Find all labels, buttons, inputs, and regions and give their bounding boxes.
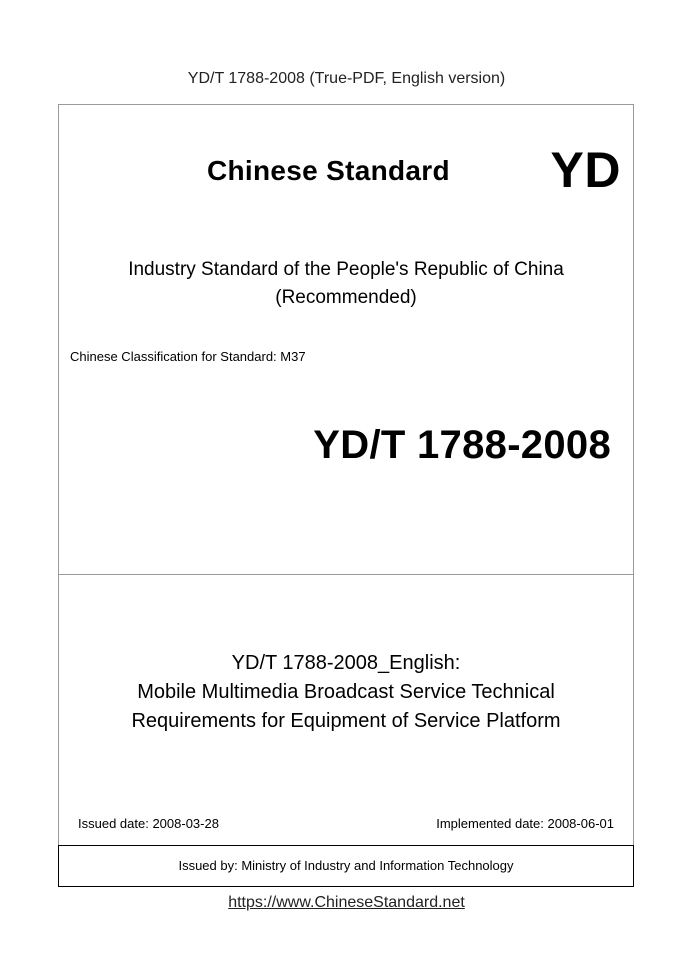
standard-mark: YD (550, 142, 621, 198)
page-header-title: YD/T 1788-2008 (True-PDF, English version) (187, 70, 506, 87)
chinese-standard-heading: Chinese Standard (207, 155, 450, 186)
implemented-date: Implemented date: 2008-06-01 (436, 816, 614, 831)
recommended-line: (Recommended) (275, 287, 417, 308)
industry-standard-line: Industry Standard of the People's Republic of China (128, 259, 564, 280)
document-title (59, 649, 633, 736)
issuer-box: Issued by: Ministry of Industry and Information Technology (58, 845, 634, 887)
cover-lower-section (59, 575, 633, 847)
cover-frame (58, 104, 634, 846)
title-line: Mobile Multimedia Broadcast Service Technical (137, 681, 555, 703)
standard-number: YD/T 1788-2008 (313, 423, 611, 467)
title-line: Requirements for Equipment of Service Platform (131, 710, 561, 732)
title-line: YD/T 1788-2008_English: (231, 652, 461, 674)
cover-upper-section (59, 105, 633, 575)
issued-date: Issued date: 2008-03-28 (78, 816, 219, 831)
website-link[interactable]: https://www.ChineseStandard.net (228, 894, 465, 911)
classification-text: Chinese Classification for Standard: M37 (70, 349, 306, 364)
